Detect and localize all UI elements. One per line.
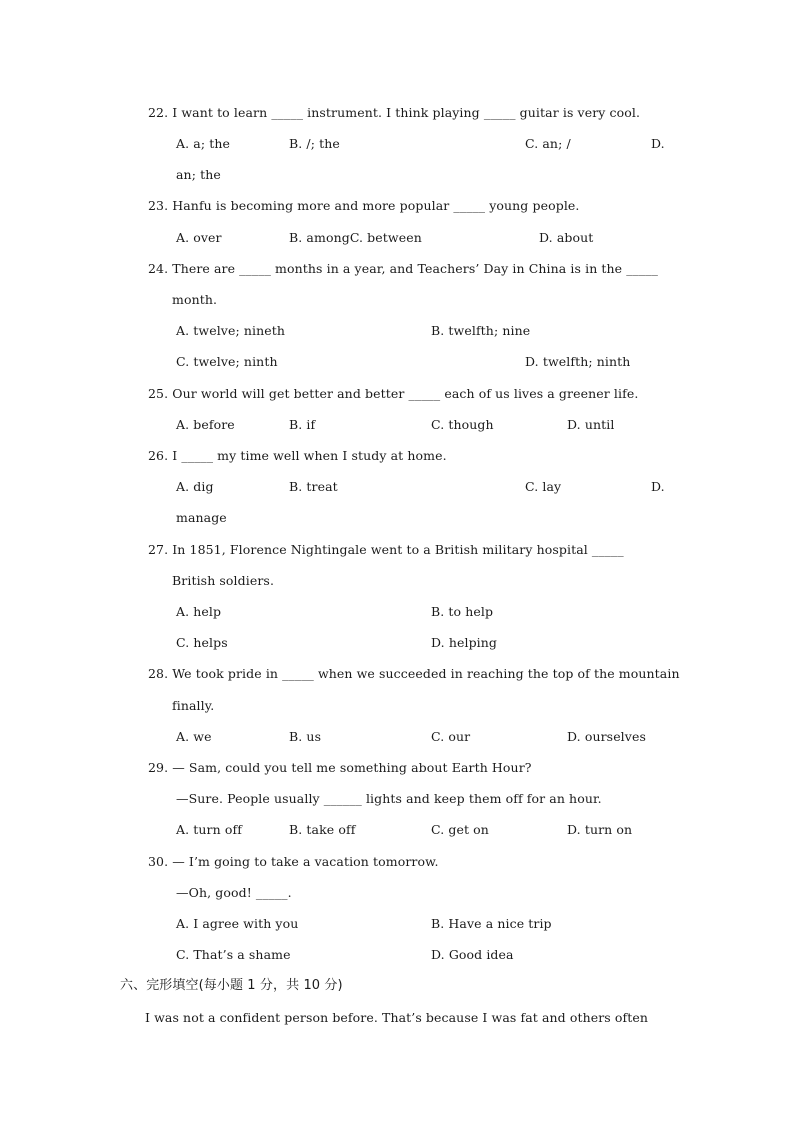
question-26-option-d: D.: [651, 479, 665, 494]
question-30-stem: 30. — I’m going to take a vacation tomorrow.: [148, 854, 439, 869]
question-22-option-a: A. a; the: [176, 136, 230, 151]
question-25-option-a: A. before: [176, 417, 235, 432]
question-30-option-c: C. That’s a shame: [176, 947, 291, 962]
question-23-option-a: A. over: [176, 230, 222, 245]
question-27-option-a: A. help: [176, 604, 222, 619]
question-26-option-c: C. lay: [525, 479, 562, 494]
question-22-stem: 22. I want to learn _____ instrument. I think playing _____ guitar is very cool.: [148, 105, 641, 120]
question-28-option-b: B. us: [289, 729, 322, 744]
question-29-option-a: A. turn off: [176, 822, 242, 837]
question-26-stem: 26. I _____ my time well when I study at home.: [148, 448, 447, 463]
question-22-option-b: B. /; the: [289, 136, 340, 151]
question-22-option-c: C. an; /: [525, 136, 571, 151]
question-24-option-b: B. twelfth; nine: [431, 323, 531, 338]
question-24-option-a: A. twelve; nineth: [176, 323, 286, 338]
question-27-stem: 27. In 1851, Florence Nightingale went to a British military hospital _____: [148, 542, 624, 557]
question-29-option-b: B. take off: [289, 822, 356, 837]
question-22-option-d: D.: [651, 136, 665, 151]
question-26-option-a: A. dig: [176, 479, 214, 494]
question-24-option-d: D. twelfth; ninth: [525, 354, 631, 369]
question-25-option-d: D. until: [567, 417, 615, 432]
question-27-stem-cont: British soldiers.: [172, 573, 275, 588]
question-28-stem-cont: finally.: [172, 698, 215, 713]
question-23-stem: 23. Hanfu is becoming more and more popular _____ young people.: [148, 198, 580, 213]
question-23-option-d: D. about: [539, 230, 594, 245]
cloze-paragraph: I was not a confident person before. That’s because I was fat and others often: [145, 1010, 649, 1025]
question-24-option-c: C. twelve; ninth: [176, 354, 278, 369]
question-28-option-d: D. ourselves: [567, 729, 646, 744]
question-27-option-d: D. helping: [431, 635, 498, 650]
question-25-option-c: C. though: [431, 417, 494, 432]
question-28-option-a: A. we: [176, 729, 212, 744]
question-24-stem: 24. There are _____ months in a year, and Teachers’ Day in China is in the _____: [148, 261, 659, 276]
question-26-option-d-text: manage: [176, 510, 227, 525]
question-24-stem-cont: month.: [172, 292, 218, 307]
question-29-option-d: D. turn on: [567, 822, 633, 837]
question-25-stem: 25. Our world will get better and better _____ each of us lives a greener life.: [148, 386, 639, 401]
question-30-option-d: D. Good idea: [431, 947, 514, 962]
question-29-stem-cont: —Sure. People usually ______ lights and keep them off for an hour.: [176, 791, 602, 806]
question-29-option-c: C. get on: [431, 822, 489, 837]
section-heading: 六、完形填空(每小题 1 分，共 10 分): [120, 978, 343, 993]
question-30-option-a: A. I agree with you: [176, 916, 299, 931]
question-27-option-c: C. helps: [176, 635, 228, 650]
question-29-stem: 29. — Sam, could you tell me something about Earth Hour?: [148, 760, 532, 775]
question-27-option-b: B. to help: [431, 604, 494, 619]
question-28-option-c: C. our: [431, 729, 471, 744]
question-28-stem: 28. We took pride in _____ when we succeeded in reaching the top of the mountain: [148, 666, 680, 681]
question-22-option-d-text: an; the: [176, 167, 221, 182]
question-26-option-b: B. treat: [289, 479, 338, 494]
question-30-option-b: B. Have a nice trip: [431, 916, 552, 931]
question-25-option-b: B. if: [289, 417, 316, 432]
question-23-option-b: B. amongC. between: [289, 230, 422, 245]
question-30-stem-cont: —Oh, good! _____.: [176, 885, 292, 900]
